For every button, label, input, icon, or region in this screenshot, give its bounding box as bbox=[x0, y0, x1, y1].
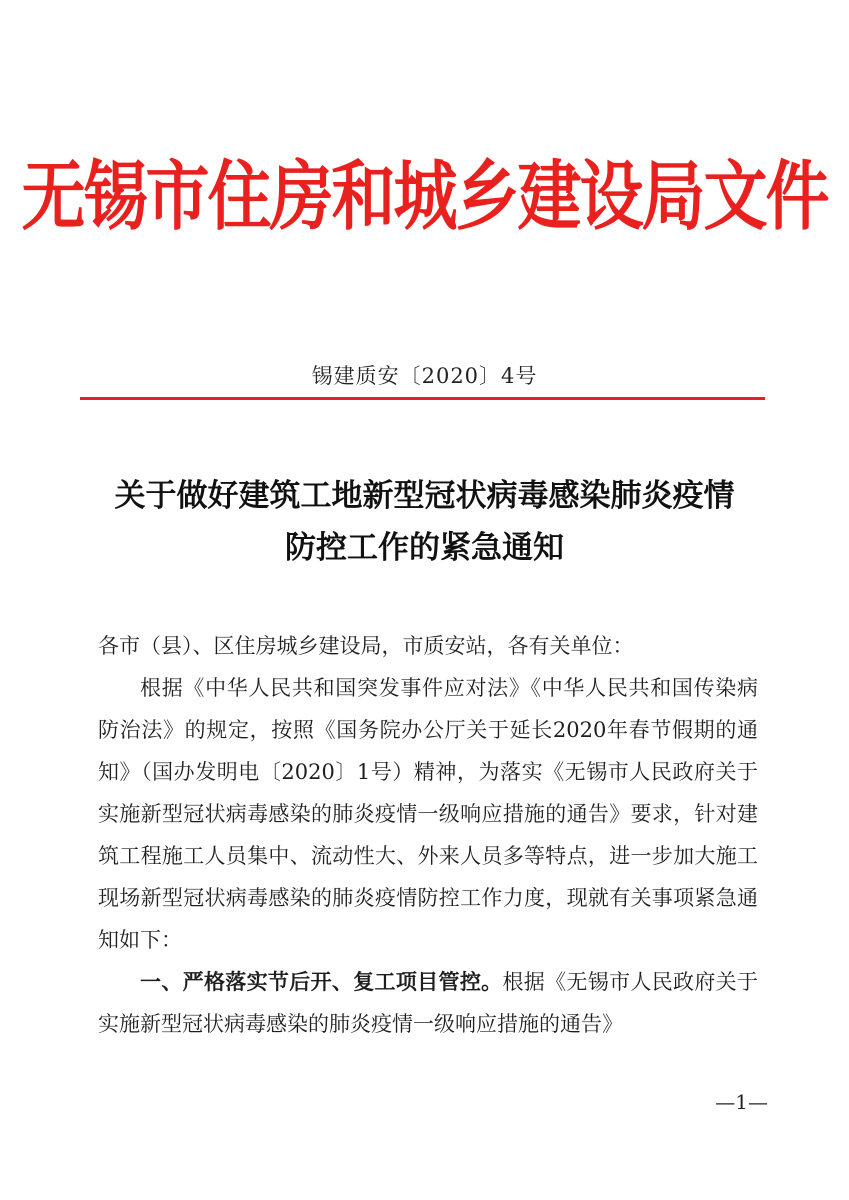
section-1-heading: 一、严格落实节后开、复工项目管控。 bbox=[140, 969, 503, 994]
document-body bbox=[98, 625, 758, 1045]
red-divider-line bbox=[80, 397, 765, 400]
title-line-2: 防控工作的紧急通知 bbox=[285, 530, 564, 566]
title-line-1: 关于做好建筑工地新型冠状病毒感染肺炎疫情 bbox=[114, 478, 735, 514]
document-title bbox=[0, 470, 849, 574]
paragraph-intro: 根据《中华人民共和国突发事件应对法》《中华人民共和国传染病防治法》的规定，按照《国务院办公厅关于延长2020年春节假期的通知》（国办发明电〔2020〕1号）精神，为落实《无锡市人民政府关于实施新型冠状病毒感染的肺炎疫情一级响应措施的通告》要求，针对建筑工程施工人员集中、流动性大、外来人员多等特点，进一步加大施工现场新型冠状病毒感染的肺炎疫情防控工作力度，现就有关事项紧急通知如下： bbox=[98, 676, 758, 952]
issuer-heading: 无锡市住房和城乡建设局文件 bbox=[21, 154, 828, 242]
paragraph-section-1 bbox=[98, 961, 758, 1045]
salutation: 各市（县）、区住房城乡建设局，市质安站，各有关单位： bbox=[98, 634, 634, 658]
document-number: 锡建质安〔2020〕4号 bbox=[311, 364, 538, 388]
page-number: —1— bbox=[715, 1090, 768, 1114]
section-1-text: 根据《无锡市人民政府关于实施新型冠状病毒感染的肺炎疫情一级响应措施的通告》 bbox=[98, 970, 759, 1036]
